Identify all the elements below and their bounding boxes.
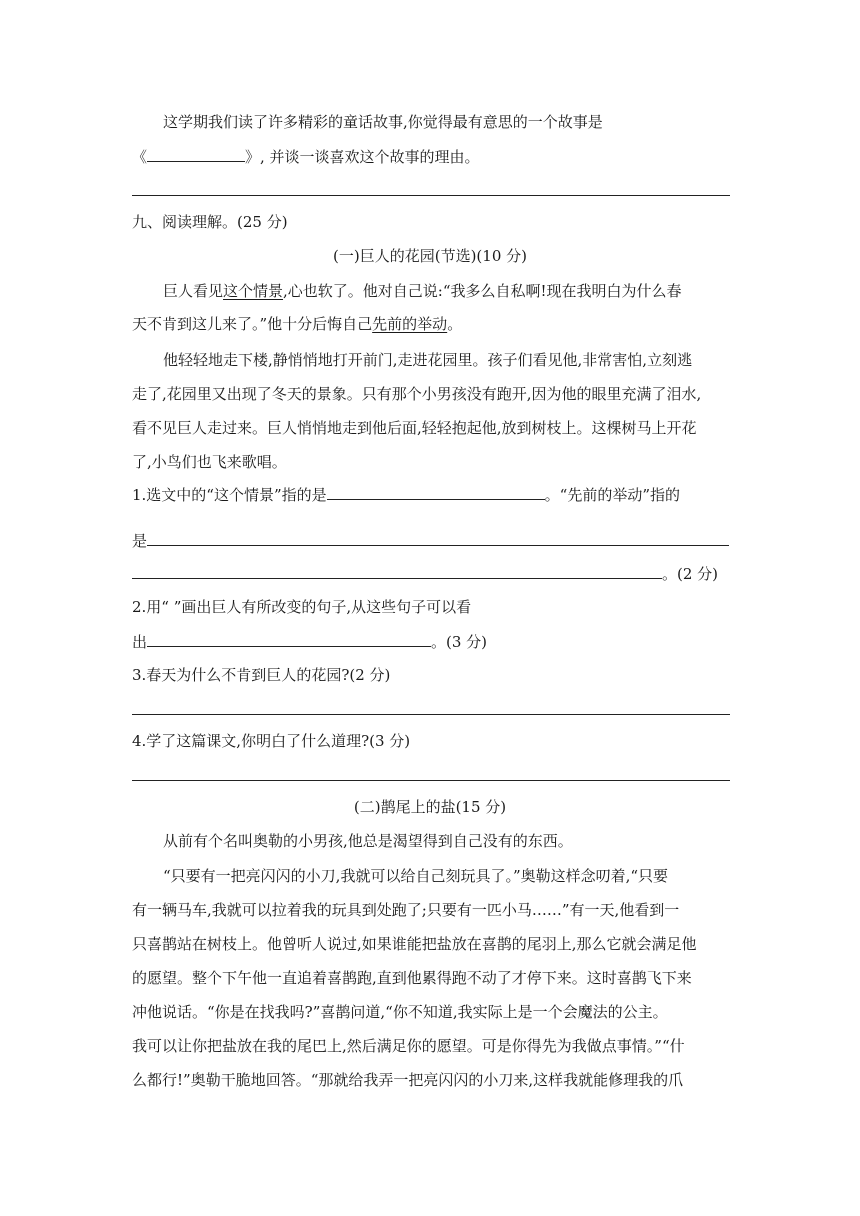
answer-line-q3[interactable] (132, 714, 730, 715)
q1-blank-scene[interactable] (327, 484, 545, 500)
section-heading: 九、阅读理解。(25 分) (132, 213, 288, 231)
passage-1-title: (一)巨人的花园(节选)(10 分) (333, 247, 527, 265)
question-2-line-1: 2.用“ ”画出巨人有所改变的句子,从这些句子可以看 (132, 598, 472, 616)
q1-blank-action-cont[interactable] (132, 563, 662, 579)
underlined-phrase-action: 先前的举动 (372, 315, 448, 333)
underlined-phrase-scene: 这个情景 (223, 282, 284, 300)
intro-line-1: 这学期我们读了许多精彩的童话故事,你觉得最有意思的一个故事是 (163, 113, 603, 131)
text-span: 是 (132, 532, 148, 550)
question-2-line-2 (132, 631, 487, 652)
text-span: 巨人看见 (163, 282, 224, 300)
passage-1-line-1 (163, 281, 682, 301)
text-span: 天不肯到这儿来了。”他十分后悔自己 (132, 315, 373, 333)
intro-line-2-rest: 》, 并谈一谈喜欢这个故事的理由。 (245, 148, 480, 166)
answer-line-q4[interactable] (132, 780, 730, 781)
question-1-line-2 (132, 530, 729, 551)
book-title-open: 《 (132, 148, 148, 166)
question-1-line-1 (132, 484, 680, 505)
text-span: 。(2 分) (662, 565, 719, 583)
text-span: 。(3 分) (431, 633, 488, 651)
passage-2-title: (二)鹊尾上的盐(15 分) (353, 798, 507, 816)
book-title-blank[interactable] (147, 146, 245, 162)
text-span: 1.选文中的“这个情景”指的是 (132, 486, 327, 504)
question-3: 3.春天为什么不肯到巨人的花园?(2 分) (132, 666, 391, 684)
passage-1-p2-line-3: 看不见巨人走过来。巨人悄悄地走到他后面,轻轻抱起他,放到树枝上。这棵树马上开花 (132, 419, 697, 437)
passage-1-p2-line-1: 他轻轻地走下楼,静悄悄地打开前门,走进花园里。孩子们看见他,非常害怕,立刻逃 (163, 351, 693, 369)
question-4: 4.学了这篇课文,你明白了什么道理?(3 分) (132, 732, 411, 750)
passage-2-line-4: 只喜鹊站在树枝上。他曾听人说过,如果谁能把盐放在喜鹊的尾羽上,那么它就会满足他 (132, 935, 697, 953)
text-span: 。“先前的举动”指的 (544, 486, 680, 504)
passage-1-p2-line-2: 走了,花园里又出现了冬天的景象。只有那个小男孩没有跑开,因为他的眼里充满了泪水, (132, 385, 702, 403)
passage-2-line-1: 从前有个名叫奥勒的小男孩,他总是渴望得到自己没有的东西。 (163, 832, 573, 850)
text-span: 出 (132, 633, 148, 651)
q2-blank[interactable] (147, 631, 431, 647)
question-1-line-3 (132, 563, 718, 584)
passage-2-line-7: 我可以让你把盐放在我的尾巴上,然后满足你的愿望。可是你得先为我做点事情。”“什 (132, 1037, 685, 1055)
intro-line-2 (132, 146, 480, 167)
passage-2-line-8: 么都行!”奥勒干脆地回答。“那就给我弄一把亮闪闪的小刀来,这样我就能修理我的爪 (132, 1071, 684, 1089)
answer-line-intro[interactable] (132, 195, 730, 196)
passage-1-p2-line-4: 了,小鸟们也飞来歌唱。 (132, 453, 287, 471)
passage-2-line-2: “只要有一把亮闪闪的小刀,我就可以给自己刻玩具了。”奥勒这样念叨着,“只要 (163, 867, 669, 885)
q1-blank-action[interactable] (147, 530, 729, 546)
text-span: ,心也软了。他对自己说:“我多么自私啊!现在我明白为什么春 (283, 282, 682, 300)
passage-1-line-2 (132, 314, 462, 334)
passage-2-line-5: 的愿望。整个下午他一直追着喜鹊跑,直到他累得跑不动了才停下来。这时喜鹊飞下来 (132, 969, 692, 987)
text-span: 。 (447, 315, 463, 333)
passage-2-line-6: 冲他说话。“你是在找我吗?”喜鹊问道,“你不知道,我实际上是一个会魔法的公主。 (132, 1003, 668, 1021)
passage-2-line-3: 有一辆马车,我就可以拉着我的玩具到处跑了;只要有一匹小马……”有一天,他看到一 (132, 901, 680, 919)
